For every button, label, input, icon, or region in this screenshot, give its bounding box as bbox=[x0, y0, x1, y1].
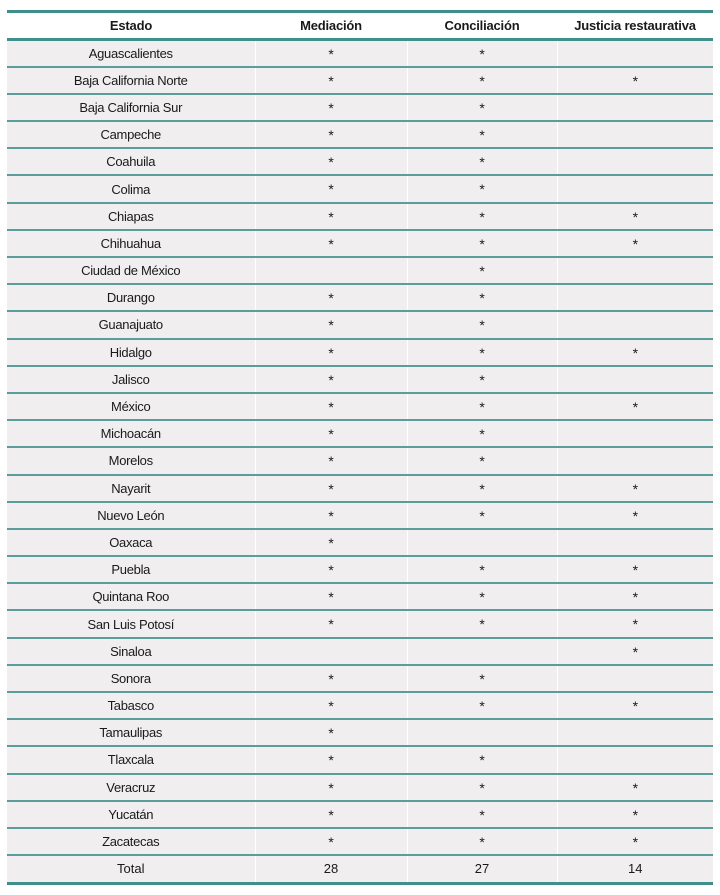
state-name-cell: Michoacán bbox=[7, 420, 255, 447]
table-body bbox=[7, 40, 713, 856]
state-name-cell: Quintana Roo bbox=[7, 583, 255, 610]
mark-cell-mediacion: * bbox=[255, 339, 407, 366]
table-row bbox=[7, 828, 713, 855]
mark-cell-justicia-restaurativa: * bbox=[632, 698, 638, 714]
table-row bbox=[7, 610, 713, 637]
total-conciliacion: 27 bbox=[407, 855, 557, 883]
mark-cell-justicia-restaurativa bbox=[557, 366, 713, 393]
header-justicia-restaurativa: Justicia restaurativa bbox=[574, 18, 696, 33]
mark-cell-justicia-restaurativa bbox=[557, 121, 713, 148]
table-footer bbox=[7, 855, 713, 883]
mark-cell-conciliacion: * bbox=[407, 284, 557, 311]
mark-cell-conciliacion: * bbox=[407, 40, 557, 67]
state-name-cell: Zacatecas bbox=[7, 828, 255, 855]
mark-cell-mediacion: * bbox=[255, 665, 407, 692]
mark-cell-mediacion: * bbox=[255, 420, 407, 447]
mark-cell-mediacion: * bbox=[255, 148, 407, 175]
table-row bbox=[7, 583, 713, 610]
mark-cell-mediacion: * bbox=[255, 556, 407, 583]
table-row bbox=[7, 447, 713, 474]
state-name-cell: Nayarit bbox=[7, 475, 255, 502]
state-name-cell: Aguascalientes bbox=[7, 40, 255, 67]
mark-cell-mediacion bbox=[255, 638, 407, 665]
mark-cell-justicia-restaurativa: * bbox=[632, 806, 638, 823]
mark-cell-conciliacion: * bbox=[407, 610, 557, 637]
states-table-container bbox=[7, 10, 713, 885]
mark-cell-justicia-restaurativa: * bbox=[632, 208, 638, 225]
table-row bbox=[7, 121, 713, 148]
header-mediacion: Mediación bbox=[300, 18, 362, 33]
table-row bbox=[7, 502, 713, 529]
table-row bbox=[7, 311, 713, 338]
state-name-cell: Tabasco bbox=[7, 692, 255, 719]
mark-cell-conciliacion: * bbox=[407, 148, 557, 175]
mark-cell-mediacion: * bbox=[255, 692, 407, 719]
table-row bbox=[7, 94, 713, 121]
state-name-cell: Sinaloa bbox=[7, 638, 255, 665]
mark-cell-mediacion: * bbox=[255, 529, 407, 556]
table-row bbox=[7, 746, 713, 773]
table-row bbox=[7, 529, 713, 556]
mark-cell-conciliacion: * bbox=[407, 175, 557, 202]
mark-cell-mediacion: * bbox=[255, 230, 407, 257]
table-row bbox=[7, 393, 713, 420]
mark-cell-mediacion: * bbox=[255, 175, 407, 202]
mark-cell-justicia-restaurativa: * bbox=[632, 779, 638, 796]
mark-cell-conciliacion bbox=[407, 638, 557, 665]
mark-cell-justicia-restaurativa: * bbox=[632, 833, 638, 850]
state-name-cell: Baja California Norte bbox=[7, 67, 255, 94]
mark-cell-justicia-restaurativa: * bbox=[632, 616, 638, 633]
mark-cell-justicia-restaurativa bbox=[557, 257, 713, 284]
mark-cell-justicia-restaurativa: * bbox=[632, 72, 638, 89]
mark-cell-justicia-restaurativa: * bbox=[632, 235, 638, 252]
mark-cell-conciliacion bbox=[407, 529, 557, 556]
mark-cell-justicia-restaurativa: * bbox=[632, 562, 638, 579]
table-row bbox=[7, 148, 713, 175]
mark-cell-conciliacion: * bbox=[407, 583, 557, 610]
mark-cell-conciliacion: * bbox=[407, 746, 557, 773]
table-row bbox=[7, 339, 713, 366]
table-row bbox=[7, 257, 713, 284]
mark-cell-mediacion: * bbox=[255, 40, 407, 67]
mark-cell-conciliacion: * bbox=[407, 339, 557, 366]
mark-cell-mediacion: * bbox=[255, 475, 407, 502]
state-name-cell: Yucatán bbox=[7, 801, 255, 828]
mark-cell-justicia-restaurativa: * bbox=[632, 643, 638, 660]
table-row bbox=[7, 284, 713, 311]
state-name-cell: Sonora bbox=[7, 665, 255, 692]
mark-cell-mediacion: * bbox=[255, 583, 407, 610]
mark-cell-justicia-restaurativa bbox=[557, 746, 713, 773]
mark-cell-mediacion: * bbox=[255, 311, 407, 338]
total-label: Total bbox=[7, 855, 255, 883]
mark-cell-conciliacion: * bbox=[407, 692, 557, 719]
state-name-cell: Tamaulipas bbox=[7, 719, 255, 746]
total-row bbox=[7, 855, 713, 883]
state-name-cell: Veracruz bbox=[7, 774, 255, 801]
state-name-cell: Ciudad de México bbox=[7, 257, 255, 284]
state-name-cell: Coahuila bbox=[7, 148, 255, 175]
mark-cell-mediacion: * bbox=[255, 447, 407, 474]
mark-cell-justicia-restaurativa: * bbox=[632, 589, 638, 606]
mark-cell-justicia-restaurativa: * bbox=[632, 344, 638, 361]
state-name-cell: Hidalgo bbox=[7, 339, 255, 366]
mechanisms-by-state-table bbox=[7, 10, 713, 885]
mark-cell-mediacion: * bbox=[255, 284, 407, 311]
mark-cell-mediacion: * bbox=[255, 94, 407, 121]
mark-cell-conciliacion: * bbox=[407, 420, 557, 447]
mark-cell-conciliacion: * bbox=[407, 203, 557, 230]
table-row bbox=[7, 475, 713, 502]
state-name-cell: Baja California Sur bbox=[7, 94, 255, 121]
mark-cell-justicia-restaurativa bbox=[557, 40, 713, 67]
state-name-cell: México bbox=[7, 393, 255, 420]
mark-cell-justicia-restaurativa bbox=[557, 311, 713, 338]
mark-cell-justicia-restaurativa bbox=[557, 175, 713, 202]
mark-cell-conciliacion: * bbox=[407, 447, 557, 474]
state-name-cell: Chihuahua bbox=[7, 230, 255, 257]
mark-cell-conciliacion: * bbox=[407, 665, 557, 692]
mark-cell-mediacion: * bbox=[255, 393, 407, 420]
mark-cell-conciliacion: * bbox=[407, 366, 557, 393]
table-row bbox=[7, 774, 713, 801]
mark-cell-mediacion: * bbox=[255, 610, 407, 637]
state-name-cell: San Luis Potosí bbox=[7, 610, 255, 637]
table-row bbox=[7, 638, 713, 665]
table-row bbox=[7, 203, 713, 230]
mark-cell-justicia-restaurativa bbox=[557, 719, 713, 746]
mark-cell-justicia-restaurativa bbox=[557, 420, 713, 447]
mark-cell-mediacion: * bbox=[255, 366, 407, 393]
table-row bbox=[7, 420, 713, 447]
mark-cell-mediacion: * bbox=[255, 203, 407, 230]
state-name-cell: Puebla bbox=[7, 556, 255, 583]
total-mediacion: 28 bbox=[255, 855, 407, 883]
mark-cell-conciliacion: * bbox=[407, 475, 557, 502]
mark-cell-justicia-restaurativa bbox=[557, 529, 713, 556]
mark-cell-conciliacion: * bbox=[407, 828, 557, 855]
mark-cell-justicia-restaurativa bbox=[557, 148, 713, 175]
state-name-cell: Chiapas bbox=[7, 203, 255, 230]
table-row bbox=[7, 801, 713, 828]
table-header bbox=[7, 12, 713, 40]
mark-cell-conciliacion: * bbox=[407, 801, 557, 828]
mark-cell-conciliacion: * bbox=[407, 393, 557, 420]
mark-cell-mediacion: * bbox=[255, 121, 407, 148]
mark-cell-conciliacion: * bbox=[407, 774, 557, 801]
table-row bbox=[7, 556, 713, 583]
mark-cell-conciliacion: * bbox=[407, 94, 557, 121]
mark-cell-conciliacion: * bbox=[407, 556, 557, 583]
state-name-cell: Colima bbox=[7, 175, 255, 202]
mark-cell-conciliacion: * bbox=[407, 121, 557, 148]
mark-cell-mediacion: * bbox=[255, 828, 407, 855]
mark-cell-justicia-restaurativa bbox=[557, 665, 713, 692]
mark-cell-justicia-restaurativa: * bbox=[632, 480, 638, 497]
mark-cell-mediacion: * bbox=[255, 719, 407, 746]
mark-cell-conciliacion: * bbox=[407, 257, 557, 284]
mark-cell-mediacion: * bbox=[255, 502, 407, 529]
table-row bbox=[7, 40, 713, 67]
table-row bbox=[7, 692, 713, 719]
total-justicia-restaurativa: 14 bbox=[628, 861, 643, 877]
mark-cell-conciliacion: * bbox=[407, 67, 557, 94]
state-name-cell: Morelos bbox=[7, 447, 255, 474]
mark-cell-conciliacion: * bbox=[407, 311, 557, 338]
mark-cell-conciliacion: * bbox=[407, 502, 557, 529]
table-row bbox=[7, 366, 713, 393]
mark-cell-justicia-restaurativa bbox=[557, 284, 713, 311]
table-row bbox=[7, 665, 713, 692]
header-row bbox=[7, 12, 713, 40]
state-name-cell: Nuevo León bbox=[7, 502, 255, 529]
header-estado: Estado bbox=[109, 18, 153, 33]
header-conciliacion: Conciliación bbox=[444, 18, 520, 33]
state-name-cell: Jalisco bbox=[7, 366, 255, 393]
state-name-cell: Tlaxcala bbox=[7, 746, 255, 773]
state-name-cell: Durango bbox=[7, 284, 255, 311]
mark-cell-mediacion: * bbox=[255, 774, 407, 801]
mark-cell-justicia-restaurativa bbox=[557, 447, 713, 474]
mark-cell-justicia-restaurativa: * bbox=[632, 398, 638, 415]
state-name-cell: Oaxaca bbox=[7, 529, 255, 556]
table-row bbox=[7, 67, 713, 94]
mark-cell-mediacion bbox=[255, 257, 407, 284]
mark-cell-mediacion: * bbox=[255, 746, 407, 773]
mark-cell-conciliacion: * bbox=[407, 230, 557, 257]
state-name-cell: Guanajuato bbox=[7, 311, 255, 338]
mark-cell-justicia-restaurativa bbox=[557, 94, 713, 121]
mark-cell-justicia-restaurativa: * bbox=[632, 507, 638, 524]
table-row bbox=[7, 175, 713, 202]
mark-cell-conciliacion bbox=[407, 719, 557, 746]
table-row bbox=[7, 719, 713, 746]
mark-cell-mediacion: * bbox=[255, 67, 407, 94]
mark-cell-mediacion: * bbox=[255, 801, 407, 828]
state-name-cell: Campeche bbox=[7, 121, 255, 148]
table-row bbox=[7, 230, 713, 257]
